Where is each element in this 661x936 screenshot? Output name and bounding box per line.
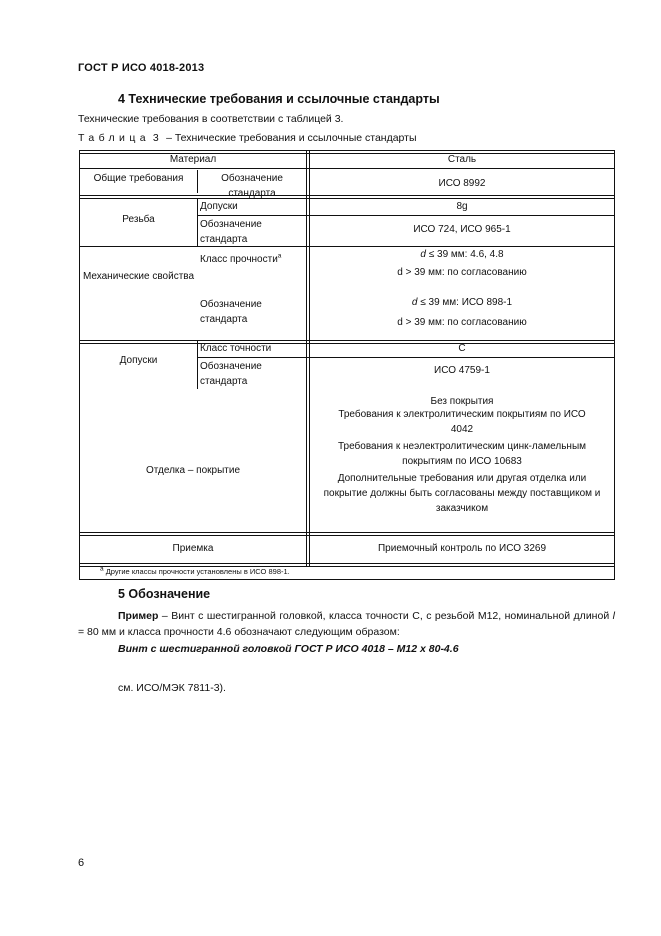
mechanical-class-value-1 xyxy=(310,247,614,262)
thread-standard-label: Обозначение стандарта xyxy=(200,219,262,245)
mechanical-class-value-2: d > 39 мм: по согласованию xyxy=(397,267,527,278)
tolerances-label: Допуски xyxy=(119,355,158,366)
tolerances-standard-value: ИСО 4759-1 xyxy=(434,365,490,376)
finish-line-2: Требования к электролитическим покрытиям по ИСО 4042 xyxy=(338,409,586,435)
general-req-label: Общие требования xyxy=(93,173,184,184)
mechanical-standard-value-2: d > 39 мм: по согласованию xyxy=(397,317,527,328)
table-footnote xyxy=(100,564,610,579)
table-caption-title: – Технические требования и ссылочные стандарты xyxy=(166,132,417,144)
table-caption-prefix: Таблица xyxy=(78,132,150,144)
table-caption-number: 3 xyxy=(152,132,164,144)
tolerances-accuracy-value: C xyxy=(458,343,466,354)
mechanical-standard-value-1-text: ≤ 39 мм: ИСО 898-1 xyxy=(420,297,513,308)
tolerances-accuracy-label: Класс точности xyxy=(200,343,272,354)
finish-line-4: Дополнительные требования или другая отделка или покрытие должны быть согласованы между поставщиком и заказчиком xyxy=(323,473,601,514)
header-material: Материал xyxy=(169,154,217,165)
subcol-divider-thread xyxy=(197,199,198,247)
reference-text: см. ИСО/МЭК 7811-3). xyxy=(118,682,226,694)
designation-example: Винт с шестигранной головкой ГОСТ Р ИСО 4018 – M12 x 80-4.6 xyxy=(118,643,459,655)
row-line-thread-mid xyxy=(197,215,614,216)
intro-text: Технические требования в соответствии с таблицей 3. xyxy=(78,113,344,125)
row-line-finish-b xyxy=(80,535,614,536)
general-req-value: ИСО 8992 xyxy=(438,178,486,189)
table-caption xyxy=(78,132,417,144)
finish-label: Отделка – покрытие xyxy=(145,465,241,476)
acceptance-value: Приемочный контроль по ИСО 3269 xyxy=(377,543,547,554)
document-header: ГОСТ Р ИСО 4018-2013 xyxy=(78,62,205,74)
row-line-tol-mid xyxy=(197,357,614,358)
thread-label: Резьба xyxy=(122,214,155,225)
footnote-mark-a: a xyxy=(277,252,282,260)
table-footnote-mark: a xyxy=(100,565,104,573)
example-text-2: = 80 мм и класса прочности 4.6 обозначают следующим образом: xyxy=(78,626,400,638)
general-req-standard-label: Обозначение стандарта xyxy=(221,173,283,199)
thread-tolerance-label: Допуски xyxy=(200,201,238,212)
length-symbol: l xyxy=(612,610,615,622)
mechanical-standard-label: Обозначение стандарта xyxy=(200,299,262,325)
thread-standard-value: ИСО 724, ИСО 965-1 xyxy=(413,224,511,235)
page-number: 6 xyxy=(78,857,85,869)
example-label: Пример xyxy=(118,610,159,622)
example-paragraph xyxy=(78,608,615,640)
column-divider-a xyxy=(306,151,307,566)
row-line-finish xyxy=(80,532,614,533)
header-steel: Сталь xyxy=(447,154,477,165)
requirements-table xyxy=(79,150,615,580)
table-footnote-text: Другие классы прочности установлены в ИСО 898-1. xyxy=(105,567,290,576)
acceptance-label: Приемка xyxy=(172,543,214,554)
example-text: – Винт с шестигранной головкой, класса точности C, с резьбой M12, номинальной длиной xyxy=(161,610,610,622)
diameter-symbol: d xyxy=(420,249,426,260)
thread-tolerance-value: 8g xyxy=(456,201,468,212)
mechanical-class-label-text: Класс прочности xyxy=(200,254,278,265)
mechanical-class-label xyxy=(200,252,306,267)
mechanical-standard-value-1 xyxy=(310,295,614,310)
row-line-header xyxy=(80,168,614,169)
subcol-divider-tolerances xyxy=(197,341,198,389)
mechanical-class-value-1-text: ≤ 39 мм: 4.6, 4.8 xyxy=(428,249,504,260)
section-5-title: 5 Обозначение xyxy=(118,587,211,601)
finish-line-1: Без покрытия xyxy=(430,396,494,407)
section-4-title: 4 Технические требования и ссылочные стандарты xyxy=(118,92,440,106)
row-line-general xyxy=(80,195,614,196)
diameter-symbol-2: d xyxy=(411,297,418,308)
mechanical-label: Механические свойства xyxy=(82,271,195,282)
tolerances-standard-label: Обозначение стандарта xyxy=(200,361,262,387)
finish-line-3: Требования к неэлектролитическим цинк-ламельным покрытиям по ИСО 10683 xyxy=(337,441,587,467)
